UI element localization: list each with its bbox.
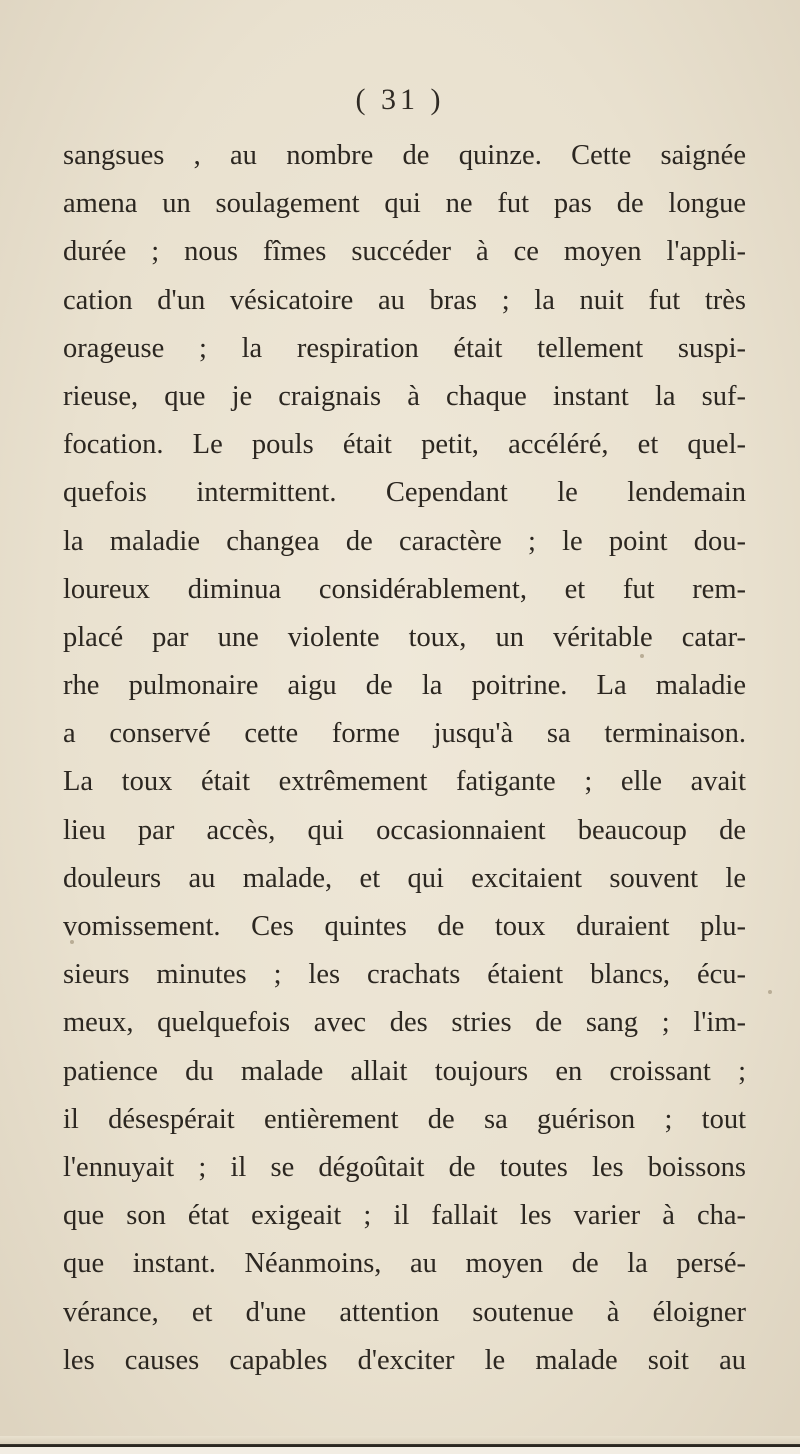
text-line: focation. Le pouls était petit, accéléré, et quel- (63, 429, 746, 461)
page-number: ( 31 ) (355, 83, 445, 116)
text-line: quefois intermittent. Cependant le lendemain (63, 477, 746, 509)
page-edge (0, 1436, 800, 1454)
text-line: durée ; nous fîmes succéder à ce moyen l'appli- (63, 236, 746, 268)
text-line: cation d'un vésicatoire au bras ; la nuit fut très (63, 284, 746, 316)
text-line: a conservé cette forme jusqu'à sa terminaison. (63, 718, 746, 750)
text-line: orageuse ; la respiration était tellement suspi- (63, 332, 746, 364)
text-line: lieu par accès, qui occasionnaient beaucoup de (63, 814, 746, 846)
text-line: meux, quelquefois avec des stries de sang ; l'im- (63, 1007, 746, 1039)
body-text (63, 132, 746, 1385)
text-line: amena un soulagement qui ne fut pas de longue (63, 188, 746, 220)
text-line: que instant. Néanmoins, au moyen de la persé- (63, 1248, 746, 1280)
text-line: La toux était extrêmement fatigante ; elle avait (63, 766, 746, 798)
text-line: sangsues , au nombre de quinze. Cette saignée (63, 140, 746, 171)
text-line: loureux diminua considérablement, et fut rem- (63, 573, 746, 605)
text-line: vomissement. Ces quintes de toux duraient plu- (63, 911, 746, 942)
text-line: les causes capables d'exciter le malade soit au (63, 1344, 746, 1376)
text-line: l'ennuyait ; il se dégoûtait de toutes les boissons (63, 1151, 746, 1183)
text-line: il désespérait entièrement de sa guérison ; tout (63, 1103, 746, 1135)
text-line: sieurs minutes ; les crachats étaient blancs, écu- (63, 959, 746, 991)
paper-speck (768, 990, 772, 994)
text-line: rhe pulmonaire aigu de la poitrine. La maladie (63, 670, 746, 702)
text-line: la maladie changea de caractère ; le point dou- (63, 525, 746, 557)
text-line: vérance, et d'une attention soutenue à éloigner (63, 1296, 746, 1328)
text-line: que son état exigeait ; il fallait les varier à cha- (63, 1200, 746, 1232)
text-line: douleurs au malade, et qui excitaient souvent le (63, 862, 746, 894)
text-line: patience du malade allait toujours en croissant ; (63, 1055, 746, 1087)
text-line: rieuse, que je craignais à chaque instant la suf- (63, 380, 746, 412)
text-line: placé par une violente toux, un véritable catar- (63, 621, 746, 653)
